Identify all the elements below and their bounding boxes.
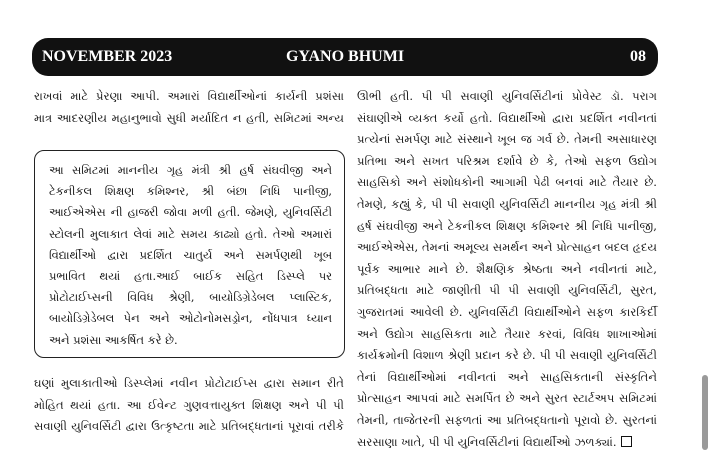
text-line: માત્ર આદરણીય મહાનુભાવો સુધી મર્યાદિત ન હતી, સમિટમાં અન્ય — [34, 110, 344, 125]
text-line: આઈએએસ, તેમનાં અમૂલ્ય સમર્થન અને પ્રોત્સાહન બદલ હૃદય — [357, 240, 657, 255]
end-mark-icon — [621, 436, 632, 447]
box-line: બાયોડિગ્રેડેબલ પેન અને ઓટોનોમસડ્રોન, નોંધપાત્ર ધ્યાન — [49, 311, 332, 326]
text-line: તેમણે, કહ્યું કે, પી પી સવાણી યુનિવર્સિટી માનનીય ગૃહ મંત્રી શ્રી — [357, 196, 657, 211]
box-line: ટેકનીકલ શિક્ષણ કમિશ્નર, શ્રી બંછા નિધિ પાનીજી, — [49, 184, 332, 199]
text-line: રાખવાં માટે પ્રેરણા આપી. અમારાં વિદ્યાર્થીઓનાં કાર્યની પ્રશંસા — [34, 89, 344, 103]
text-line: મોહિત થયાં હતા. આ ઈવેન્ટ ગુણવત્તાયુક્ત શિક્ષણ અને પી પી — [34, 397, 344, 412]
publication-title: GYANO BHUMI — [285, 48, 405, 65]
text-line: તેનાં વિદ્યાર્થીઓમાં નવીનતાં અને સાહસિકતાની સંસ્કૃતિને — [357, 369, 657, 384]
text-line: પ્રત્યેનાં સમર્પણ માટે સંસ્થાને ખૂબ જ ગર્વ છે. તેમની અસાધારણ — [357, 132, 657, 147]
left-column-bottom — [34, 373, 344, 438]
scrollbar-thumb[interactable] — [702, 375, 708, 450]
text-line: કાર્યક્રમોની વિશાળ શ્રેણી પ્રદાન કરે છે. પી પી સવાણી યુનિવર્સિટી — [357, 348, 657, 363]
right-column — [357, 86, 657, 453]
box-line: સ્ટોલની મુલાકાત લેવાં માટે સમય કાઢ્યો હતો. તેઓ અમારાં — [49, 226, 332, 241]
page-header — [32, 38, 658, 76]
box-line: અને પ્રશંસા આકર્ષિત કરે છે. — [49, 332, 178, 347]
issue-date: NOVEMBER 2023 — [42, 48, 173, 65]
left-column-top — [34, 86, 344, 129]
text-line: અને ઉદ્યોગ સાહસિકતા માટે તૈયાર કરવાં, વિવિધ શાખાઓમાં — [357, 326, 657, 341]
text-line: સાહસિકો અને સંશોધકોની આગામી પેઢી બનવાં માટે તૈયાર છે. — [357, 175, 657, 190]
text-line: પ્રતિબદ્ધતા માટે જાણીતી પી પી સવાણી યુનિવર્સિટી, સુરત, — [357, 283, 657, 298]
text-line: ઘણાં મુલાકાતીઓ ડિસ્પ્લેમાં નવીન પ્રોટોટાઈપ્સ દ્વારા સમાન રીતે — [34, 376, 344, 390]
text-line: સંઘાણીએ વ્યક્ત કર્યો હતો. વિદ્યાર્થીઓ દ્વારા પ્રદર્શિત નવીનતાં — [357, 110, 657, 125]
text-line: પ્રોત્સાહન આપવાં માટે સમર્પિત છે અને સુરત સ્ટાર્ટઅપ સમિટમાં — [357, 391, 657, 406]
highlight-box — [34, 150, 345, 358]
text-line: પૂર્વક આભાર માને છે. શૈક્ષણિક શ્રેષ્ઠતા અને નવીનતાં માટે, — [357, 261, 657, 276]
text-line: પ્રતિભા અને સખત પરિશ્રમ દર્શાવે છે કે, તેઓ સફળ ઉદ્યોગ — [357, 153, 657, 168]
text-line: સવાણી યુનિવર્સિટી દ્વારા ઉત્કૃષ્ટતા માટે પ્રતિબદ્ધતાનાં પૂરાવાં તરીકે — [34, 419, 344, 434]
last-line — [357, 432, 657, 454]
text-line: સરસાણા ખાતે, પી પી યુનિવર્સિટીનાં વિદ્યાર્થીઓ ઝળક્યાં. — [357, 434, 617, 449]
text-line: તેમની, તાજેતરની સફળતાં આ પ્રતિબદ્ધતાનો પૂરાવો છે. સુરતનાં — [357, 412, 657, 427]
box-line: આ સમિટમાં માનનીય ગૃહ મંત્રી શ્રી હર્ષ સંઘવીજી અને — [49, 163, 332, 177]
box-line: પ્રભાવિત થયાં હતા.આઈ બાઈક સહિત ડિસ્પ્લે પર — [49, 269, 332, 284]
text-line: ગુજરાતમાં આવેલી છે. યુનિવર્સિટી વિદ્યાર્થીઓને સફળ કારકિર્દી — [357, 304, 657, 319]
box-line: પ્રોટોટાઈપ્સની વિવિધ શ્રેણી, બાયોડિગ્રેડેબલ પ્લાસ્ટિક, — [49, 290, 332, 305]
text-line: હર્ષ સંઘવીજી અને ટેકનીકલ શિક્ષણ કમિશ્નર શ્રી નિધિ પાનીજી, — [357, 218, 657, 233]
box-line: વિદ્યાર્થીઓ દ્વારા પ્રદર્શિત ચાતુર્ય અને સમર્પણથી ખૂબ — [49, 247, 332, 262]
box-line: આઈએએસ ની હાજરી જોવા મળી હતી. જેમણે, યુનિવર્સિટી — [49, 205, 332, 220]
text-line: ઊભી હતી. પી પી સવાણી યુનિવર્સિટીનાં પ્રોવેસ્ટ ડૉ. પરાગ — [357, 89, 657, 103]
page-number: 08 — [630, 48, 646, 65]
